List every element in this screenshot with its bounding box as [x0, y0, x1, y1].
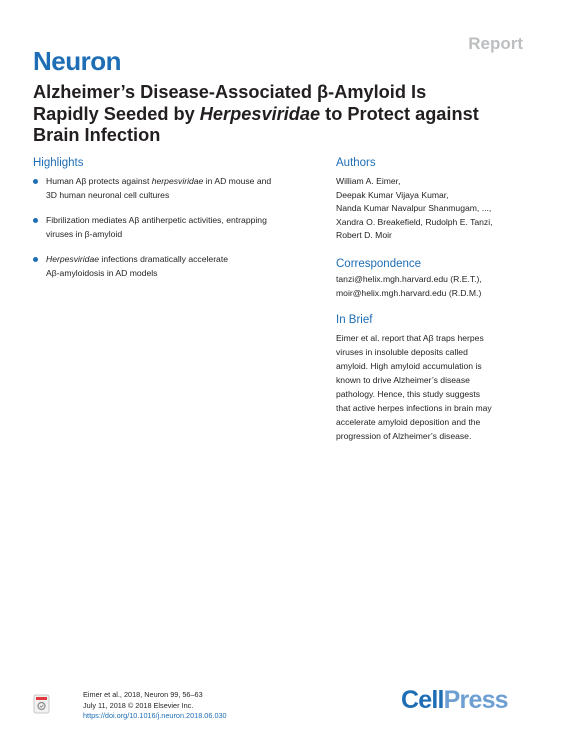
author-line: Robert D. Moir — [336, 230, 392, 240]
correspondence-heading: Correspondence — [336, 258, 422, 270]
highlight-line — [46, 253, 323, 267]
article-type-label: Report — [468, 34, 523, 53]
highlight-text: Fibrilization mediates Aβ antiherpetic activities, entrapping — [46, 215, 267, 225]
in-brief-line: progression of Alzheimer’s disease. — [336, 431, 472, 441]
highlight-text: Human Aβ protects against — [46, 176, 152, 186]
highlight-line — [46, 175, 323, 189]
correspondence-list — [336, 273, 536, 300]
logo-press-text: Press — [443, 686, 508, 714]
in-brief-line: pathology. Hence, this study suggests — [336, 389, 481, 399]
author-line: William A. Eimer, — [336, 176, 401, 186]
citation-block — [83, 690, 227, 722]
correspondence-email-moir[interactable]: moir@helix.mgh.harvard.edu (R.D.M.) — [336, 287, 482, 298]
in-brief-line: that active herpes infections in brain may — [336, 403, 492, 413]
in-brief-line: known to drive Alzheimer’s disease — [336, 375, 470, 385]
highlights-list — [33, 175, 323, 292]
in-brief-line: Eimer et al. report that Aβ traps herpes — [336, 333, 484, 343]
highlight-item — [33, 253, 323, 280]
highlight-italic: Herpesviridae — [46, 254, 100, 264]
citation-line: Eimer et al., 2018, Neuron 99, 56–63 — [83, 690, 203, 699]
author-line: Deepak Kumar Vijaya Kumar, — [336, 189, 449, 200]
logo-cell-text: Cell — [401, 686, 444, 714]
bullet-icon — [33, 257, 38, 262]
title-line-3: Brain Infection — [33, 125, 161, 145]
highlight-italic: herpesviridae — [151, 176, 204, 186]
highlight-line: viruses in β-amyloid — [46, 228, 123, 239]
highlight-text: infections dramatically accelerate — [99, 254, 228, 264]
article-title — [33, 82, 533, 147]
title-line-2-start: Rapidly Seeded by — [33, 103, 200, 124]
bullet-icon — [33, 218, 38, 223]
title-line-1: Alzheimer’s Disease-Associated β-Amyloid Is — [33, 82, 427, 102]
bullet-icon — [33, 179, 38, 184]
highlights-heading: Highlights — [33, 157, 84, 169]
title-line-2 — [33, 104, 533, 126]
highlight-line: 3D human neuronal cell cultures — [46, 189, 170, 200]
copyright-line: July 11, 2018 © 2018 Elsevier Inc. — [83, 700, 194, 710]
in-brief-line: amyloid. High amyloid accumulation is — [336, 361, 482, 371]
author-line: Nanda Kumar Navalpur Shanmugam, ..., — [336, 203, 492, 213]
title-line-2-italic: Herpesviridae — [199, 103, 321, 124]
in-brief-heading: In Brief — [336, 314, 373, 326]
in-brief-line: viruses in insoluble deposits called — [336, 347, 468, 357]
highlight-line: Aβ-amyloidosis in AD models — [46, 267, 158, 278]
doi-link[interactable]: https://doi.org/10.1016/j.neuron.2018.06.030 — [83, 711, 227, 720]
authors-heading: Authors — [336, 157, 376, 169]
author-line: Xandra O. Breakefield, Rudolph E. Tanzi, — [336, 216, 493, 227]
correspondence-email-tanzi[interactable]: tanzi@helix.mgh.harvard.edu (R.E.T.), — [336, 274, 482, 284]
in-brief-text — [336, 331, 531, 443]
in-brief-line: accelerate amyloid deposition and the — [336, 417, 481, 427]
cell-press-logo[interactable] — [401, 686, 508, 715]
highlight-text: in AD mouse and — [203, 176, 272, 186]
journal-name[interactable]: Neuron — [33, 46, 121, 76]
title-line-2-end: to Protect against — [320, 103, 479, 124]
highlight-item — [33, 175, 323, 202]
authors-list — [336, 175, 536, 243]
check-for-updates-icon[interactable] — [33, 694, 50, 714]
highlight-item — [33, 214, 323, 241]
highlight-line — [46, 214, 323, 228]
